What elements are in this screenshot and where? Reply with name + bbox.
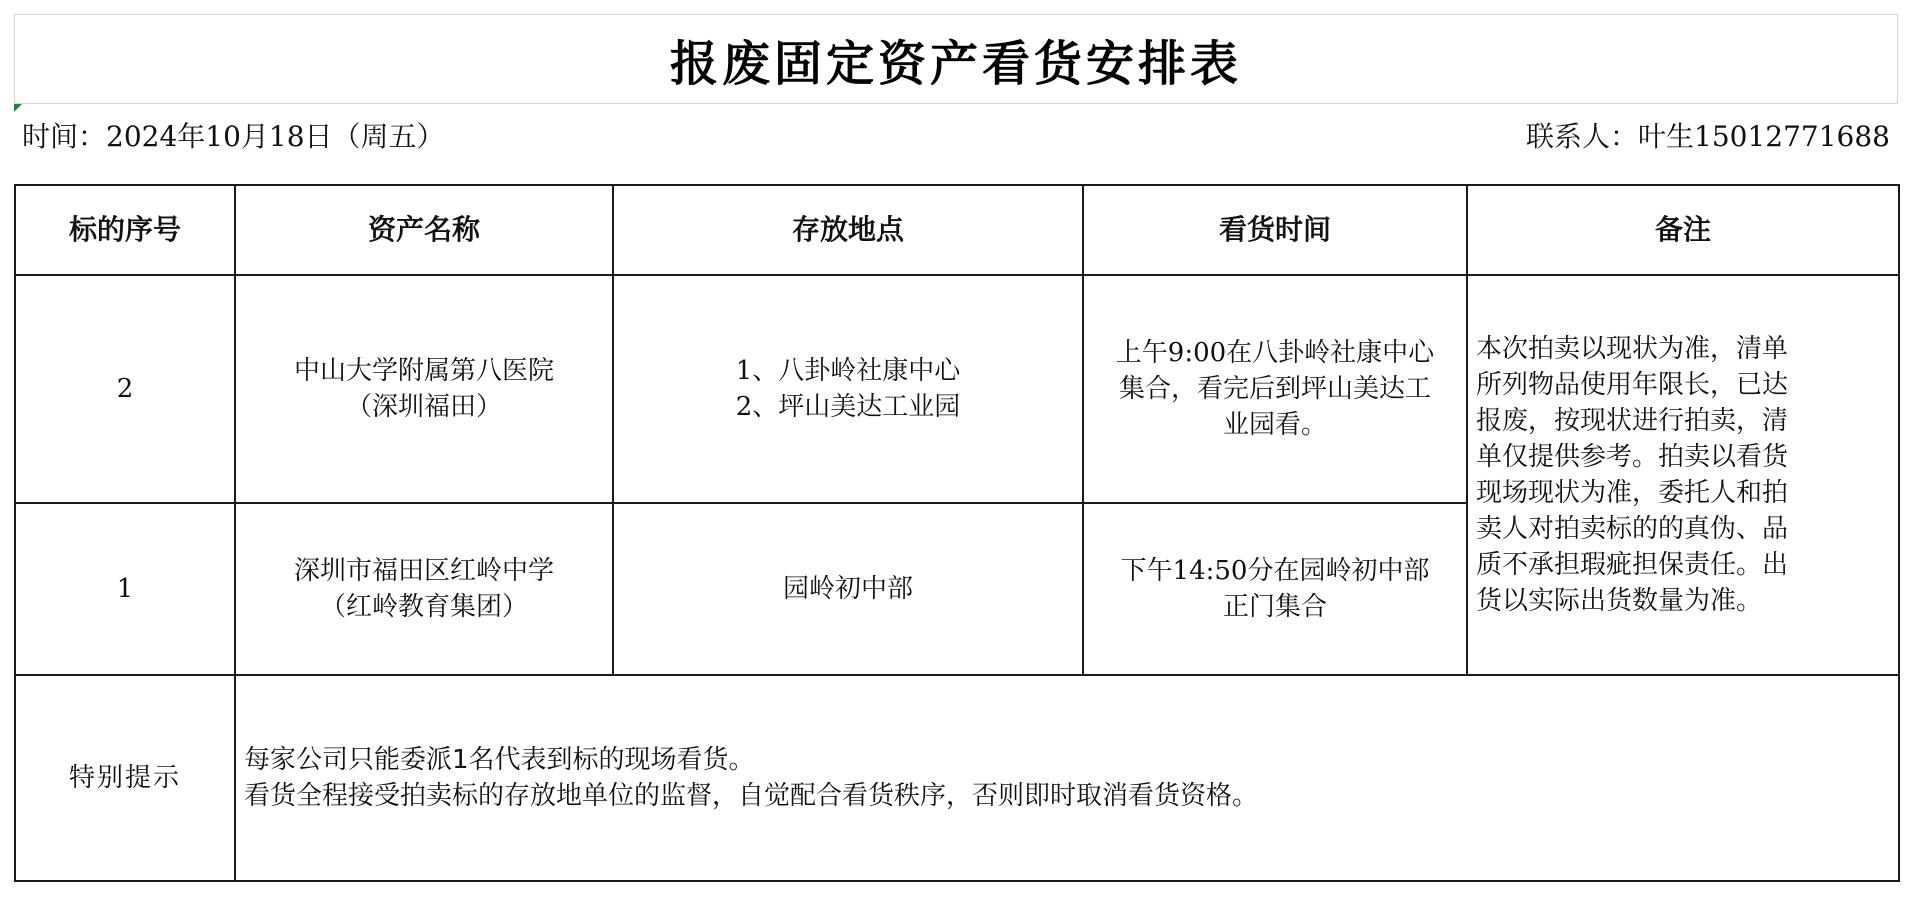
time-line: 正门集合 bbox=[1222, 592, 1327, 622]
viewing-time bbox=[1083, 503, 1467, 675]
table-row bbox=[15, 275, 1899, 503]
schedule-sheet bbox=[14, 14, 1898, 884]
asset-name bbox=[235, 503, 613, 675]
special-notice-label: 特别提示 bbox=[15, 675, 235, 881]
time-line: 业园看。 bbox=[1222, 410, 1327, 440]
remark-cell bbox=[1467, 275, 1899, 675]
asset-name-line: 深圳市福田区红岭中学 bbox=[293, 556, 554, 586]
time-line: 上午9:00在八卦岭社康中心 bbox=[1115, 338, 1435, 368]
header-row bbox=[15, 185, 1899, 275]
remark-line: 所列物品使用年限长，已达 bbox=[1476, 370, 1789, 400]
location-line: 园岭初中部 bbox=[782, 574, 913, 604]
remark-line: 卖人对拍卖标的的真伪、品 bbox=[1476, 514, 1789, 544]
header-remark: 备注 bbox=[1467, 185, 1899, 275]
row-number: 1 bbox=[15, 503, 235, 675]
date-line: 时间：2024年10月18日（周五） bbox=[22, 120, 445, 153]
title-band bbox=[14, 14, 1898, 104]
asset-name-line: 中山大学附属第八医院 bbox=[293, 356, 554, 386]
info-row bbox=[14, 106, 1898, 164]
row-number: 2 bbox=[15, 275, 235, 503]
location-line: 1、八卦岭社康中心 bbox=[735, 356, 961, 386]
contact-line: 联系人：叶生15012771688 bbox=[1526, 120, 1890, 153]
viewing-time bbox=[1083, 275, 1467, 503]
notice-line: 看货全程接受拍卖标的存放地单位的监督，自觉配合看货秩序，否则即时取消看货资格。 bbox=[244, 781, 1259, 811]
asset-name-line: （红岭教育集团） bbox=[319, 592, 528, 622]
location-line: 2、坪山美达工业园 bbox=[735, 392, 961, 422]
remark-line: 本次拍卖以现状为准，清单 bbox=[1476, 334, 1789, 364]
storage-location bbox=[613, 275, 1083, 503]
time-line: 集合，看完后到坪山美达工 bbox=[1118, 374, 1431, 404]
time-line: 下午14:50分在园岭初中部 bbox=[1120, 556, 1430, 586]
storage-location bbox=[613, 503, 1083, 675]
asset-name bbox=[235, 275, 613, 503]
page-title: 报废固定资产看货安排表 bbox=[669, 35, 1242, 92]
remark-line: 现场现状为准，委托人和拍 bbox=[1476, 478, 1789, 508]
header-location: 存放地点 bbox=[613, 185, 1083, 275]
notice-line: 每家公司只能委派1名代表到标的现场看货。 bbox=[244, 745, 755, 775]
remark-line: 单仅提供参考。拍卖以看货 bbox=[1476, 442, 1789, 472]
asset-name-line: （深圳福田） bbox=[345, 392, 502, 422]
special-notice-body bbox=[235, 675, 1899, 881]
schedule-table bbox=[14, 184, 1900, 882]
special-notice-row bbox=[15, 675, 1899, 881]
remark-line: 报废，按现状进行拍卖，清 bbox=[1476, 406, 1789, 436]
header-asset: 资产名称 bbox=[235, 185, 613, 275]
remark-line: 货以实际出货数量为准。 bbox=[1476, 586, 1763, 616]
header-number: 标的序号 bbox=[15, 185, 235, 275]
remark-line: 质不承担瑕疵担保责任。出 bbox=[1476, 550, 1789, 580]
header-time: 看货时间 bbox=[1083, 185, 1467, 275]
